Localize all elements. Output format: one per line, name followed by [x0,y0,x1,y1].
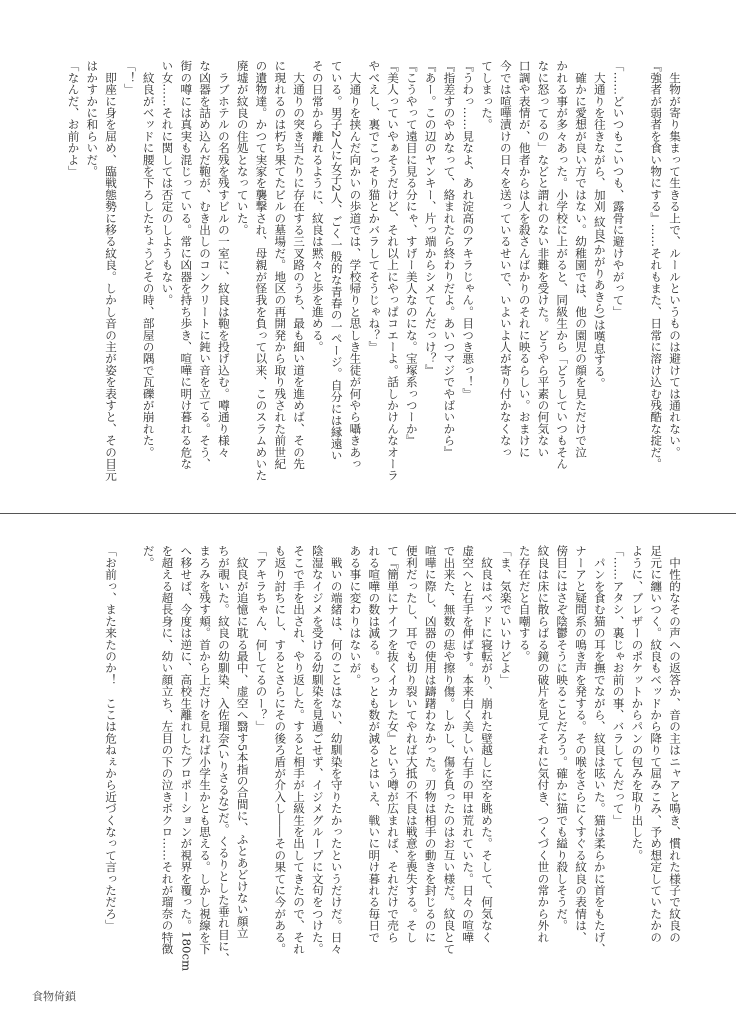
text-column: だ。 [141,545,156,569]
text-column: なに怒ってるの」などと謂れのない非難を受けた。どうやら平素の何気ない [536,60,551,458]
text-column: 大通りを挟んだ向かいの歩道では、学校帰りと思しき生徒が何やら囁きあっ [348,60,363,470]
text-column: い女……それに関しては否定のしようもない。 [160,60,175,306]
text-column: 紋良がベッドに腰を下ろしたちょうどその時、部屋の隅で瓦礫が崩れた。 [141,60,156,458]
text-column: た存在だと自嘲する。 [517,545,532,662]
text-column: 「……アタシ、裏じゃお前の事、バラしてんだって」 [611,545,626,826]
text-column: 街の噂には真実も混じっている。常に凶器を持ち歩き、喧嘩に明け暮れる危な [179,60,194,470]
footer-title: 食物倚鎖 [32,990,76,1003]
text-column: そこで手を出され、やり返した。すると相手が上級生を出してきたので、それ [292,545,307,955]
text-column: ように、ブレザーのポケットからパンの包みを取り出した。 [630,545,645,861]
text-column: 紋良が追憶に耽る最中、虚空へ翳す5本指の合間に、ふとあどけない顔立 [235,545,250,939]
text-column: 喧嘩に際し、凶器の使用は躊躇わなかった。刃物は相手の動きを封じるのに [423,545,438,943]
text-column: 『うわっ……見なよ、あれ淀高のアキラじゃん。目つき悪っ！』 [461,60,476,400]
text-column: 陰湿なイジメを受ける幼馴染を見過ごせず、イジメグループに文句をつけた。 [310,545,325,955]
text-column: て『簡単にナイフを抜くイカレた女』という噂が広まれば、それだけで売ら [386,545,401,943]
section-divider [0,513,736,514]
text-column: てしまった。 [480,60,495,131]
text-column: 紋良はベッドに寝転がり、崩れた壁越しに空を眺めた。そして、何気なく [480,545,495,943]
text-column: かれる事が多々あった。小学校に上がると、同級生から「どうしていつもそん [555,60,570,470]
text-column: 虚空へと右手を伸ばす。本来白く美しい右手の甲は荒れていた。日々の喧嘩 [461,545,476,943]
upper-text-block [64,60,684,482]
text-column: その日常から離れるように、紋良は黙々と歩を進める。 [310,60,325,353]
text-column: 『こうやって遠目に見る分にゃ、すげー美人なのにな。宝塚系っつーか』 [404,60,419,447]
text-column: の遺物達。かつて実家を襲撃され、母親が怪我を負って以来、このスラムめいた [254,60,269,482]
text-column: 今では喧嘩漬けの日々を送っているせいで、いよいよ人が寄り付かなくなっ [498,60,513,458]
text-column: 大通りを往きながら、加刈 紋良(かがりあきら)は嘆息する。 [592,60,607,389]
text-column: 「……どいつもこいつも、露骨に避けやがって」 [611,60,626,318]
text-column: 廃墟が紋良の住処となっていた。 [235,60,250,236]
text-column: 『あー。この辺のヤンキー、片っ端からシメてんだっけ？』 [423,60,438,376]
text-column [120,545,139,955]
text-column: まろみを残す頬。首から上だけを見れば小学生かとも思える。しかし視線を下 [198,545,213,955]
text-column: ちが覗いた。紋良の幼馴染、入佐瑠奈(いりさるな)だ。くるりとした垂れ目に、 [216,545,231,964]
text-column: 即座に身を屈め、臨戦態勢に移る紋良。しかし音の主が姿を表すと、その目元 [104,60,119,482]
text-column: ナーアと疑問系の鳴き声を発する。その喉をさらにくすぐる紋良の表情は、 [574,545,589,943]
text-column: 「なんだ、お前かよ」 [66,60,81,177]
text-column: 『指差すのやめなって、絡まれたら終わりだよ。あいつマジでやばいから』 [442,60,457,458]
text-column: 中性的なその声への返答か、音の主はニャアと鳴き、慣れた様子で紋良の [668,545,682,943]
text-column: 「アキラちゃん、何してるのー？」 [254,545,269,733]
text-column [628,60,647,470]
text-column: ている。男子2人に女子2人、ごく一般的な青春の一ページ。自分には縁遠い [329,60,344,462]
text-column: れる喧嘩の数は減る。もっとも数が減るとはいえ、戦いに明け暮れる毎日で [367,545,382,943]
text-column: 傍目にはさぞ陰鬱そうに映ることだろう。確かに猫でも縊り殺しそうだ。 [555,545,570,932]
text-column: で出来た、無数の痣や擦り傷。しかし、傷を負ったのはお互い様だ。紋良とて [442,545,457,955]
text-column: 生物が寄り集まって生きる上で、ルールというものは避けては通れない。 [668,60,682,458]
text-column: 大通りの突き当たりに存在する三叉路のうち、最も細い道を進めば、その先 [292,60,307,470]
text-column: を超える超長身に、幼い顔立ち、左目の下の泣きボクロ……それが瑠奈の特徴 [160,545,175,955]
text-column: ある事に変わりはないが。 [348,545,363,686]
text-column: はかすかに和らいだ。 [85,60,100,177]
text-column: へ移せば、今度は逆に、高校生離れしたプロポーションが視界を覆った。180cm [179,545,194,972]
text-column: 口調や表情が、他者からは人を殺さんばかりのそれに映るらしい。おまけに [517,60,532,458]
text-column: パンを食む猫の耳を撫でながら、紋良は呟いた。猫は柔らかに首をもたげ、 [592,545,607,955]
text-column: に現れるのは朽ち果てたビルの墓場だ。地区の再開発から取り残された前世紀 [273,60,288,470]
text-column: 「！」 [122,60,137,96]
text-column: 足元に纏いつく。紋良もベッドから降りて屈みこみ、予め想定していたかの [649,545,664,943]
text-column: 便利だったし、耳でも切り裂いてやれば大抵の不良は戦意を喪失する。そし [404,545,419,943]
text-column: やべえし、裏でこっそり猫とかバラしてそうじゃね？』 [367,60,382,353]
text-column: 『美人っていやぁそうだけど、それ以上にやっぱコエーよ。話しかけんなオーラ [386,60,401,482]
text-column: も返り討ちにし、するとさらにその後ろ盾が介入し――その果てに今がある。 [273,545,288,955]
text-column: な凶器を詰め込んだ鞄が、むき出しのコンクリートに鈍い音を立てる。そう、 [198,60,213,470]
text-column: 「お前っ、また来たのか！ ここは危ねぇから近づくなって言っただろ」 [104,545,119,932]
text-column: 戦いの端緒は、何のことはない、幼馴染を守りたかったというだけだ。日々 [329,545,344,955]
text-column: 『強者が弱者を食い物にする』……それもまた、日常に溶け込む残酷な掟だ。 [649,60,664,470]
text-column: ラブホテルの名残を残すビルの一室に、紋良は鞄を投げ込む。噂通り様々 [216,60,231,458]
lower-text-block [101,545,684,972]
text-column: 紋良は床に散らばる鏡の破片を見てそれに気付き、つくづく世の常から外れ [536,545,551,943]
text-column: 確かに愛想が良い方ではない。幼稚園では、他の園児の顔を見ただけで泣 [574,60,589,458]
text-column: 「ま、気楽でいいけどよ」 [498,545,513,686]
